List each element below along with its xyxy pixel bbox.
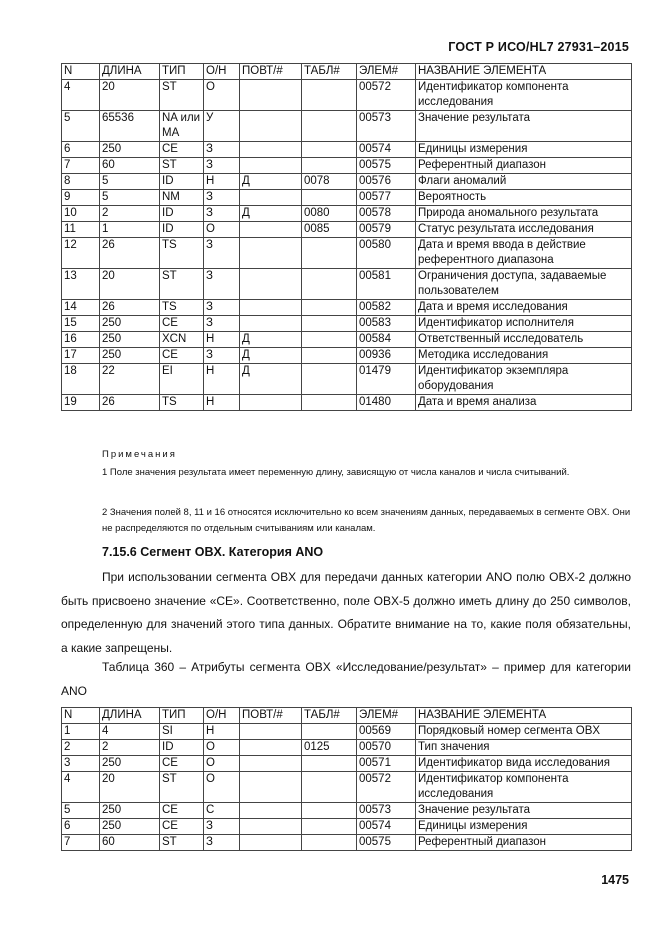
table-cell bbox=[302, 142, 357, 158]
table-row bbox=[62, 740, 632, 756]
table-cell: 00573 bbox=[357, 111, 416, 142]
table-cell: ST bbox=[160, 80, 204, 111]
table-cell bbox=[302, 772, 357, 803]
table-cell: О bbox=[204, 772, 240, 803]
table-cell: З bbox=[204, 835, 240, 851]
table-cell: 7 bbox=[62, 158, 100, 174]
table-cell bbox=[302, 348, 357, 364]
table-cell: 00578 bbox=[357, 206, 416, 222]
table-cell: 01479 bbox=[357, 364, 416, 395]
table-cell: Н bbox=[204, 174, 240, 190]
column-header: N bbox=[62, 708, 100, 724]
ano-attributes-table bbox=[61, 707, 632, 851]
column-header: ПОВТ/# bbox=[240, 708, 302, 724]
table-cell: З bbox=[204, 158, 240, 174]
table-cell: 1 bbox=[100, 222, 160, 238]
table-cell: SI bbox=[160, 724, 204, 740]
table-cell: 18 bbox=[62, 364, 100, 395]
column-header: ДЛИНА bbox=[100, 64, 160, 80]
element-name-cell: Порядковый номер сегмента OBX bbox=[416, 724, 632, 740]
table-cell: CE bbox=[160, 316, 204, 332]
element-name-cell: Единицы измерения bbox=[416, 142, 632, 158]
table-cell: 00574 bbox=[357, 142, 416, 158]
table-cell: 19 bbox=[62, 395, 100, 411]
table-cell: О bbox=[204, 756, 240, 772]
table-header-row bbox=[62, 708, 632, 724]
table-cell: ST bbox=[160, 772, 204, 803]
element-name-cell: Идентификатор исполнителя bbox=[416, 316, 632, 332]
table-cell: Д bbox=[240, 332, 302, 348]
table-cell: 00575 bbox=[357, 835, 416, 851]
table-cell: 7 bbox=[62, 835, 100, 851]
table-cell: 6 bbox=[62, 819, 100, 835]
attributes-table-continued bbox=[61, 63, 632, 411]
table-cell: Д bbox=[240, 348, 302, 364]
table-cell: 0080 bbox=[302, 206, 357, 222]
table-row bbox=[62, 158, 632, 174]
column-header: ТИП bbox=[160, 708, 204, 724]
table-cell: У bbox=[204, 111, 240, 142]
table-cell: 00575 bbox=[357, 158, 416, 174]
table-cell: CE bbox=[160, 348, 204, 364]
table-cell: З bbox=[204, 819, 240, 835]
table-cell: 00583 bbox=[357, 316, 416, 332]
table-cell: 00576 bbox=[357, 174, 416, 190]
table-cell: 5 bbox=[100, 174, 160, 190]
element-name-cell: Идентификатор вида исследования bbox=[416, 756, 632, 772]
table-cell bbox=[240, 395, 302, 411]
table-cell bbox=[302, 80, 357, 111]
table-cell: 0125 bbox=[302, 740, 357, 756]
table-cell: NA или MA bbox=[160, 111, 204, 142]
table-cell: 250 bbox=[100, 142, 160, 158]
element-name-cell: Идентификатор экземпляра оборудования bbox=[416, 364, 632, 395]
table-cell bbox=[240, 111, 302, 142]
table-row bbox=[62, 238, 632, 269]
column-header: ЭЛЕМ# bbox=[357, 708, 416, 724]
column-header: НАЗВАНИЕ ЭЛЕМЕНТА bbox=[416, 64, 632, 80]
table-cell bbox=[240, 222, 302, 238]
table-cell bbox=[240, 756, 302, 772]
table-caption: Таблица 360 – Атрибуты сегмента OBX «Исследование/результат» – пример для категории ANO bbox=[61, 660, 631, 698]
element-name-cell: Единицы измерения bbox=[416, 819, 632, 835]
table-row bbox=[62, 190, 632, 206]
table-cell bbox=[240, 724, 302, 740]
table-cell: 17 bbox=[62, 348, 100, 364]
table-cell: 12 bbox=[62, 238, 100, 269]
table-cell: 13 bbox=[62, 269, 100, 300]
table-cell: З bbox=[204, 190, 240, 206]
table-cell: Н bbox=[204, 332, 240, 348]
table-cell: О bbox=[204, 740, 240, 756]
table-cell: 26 bbox=[100, 238, 160, 269]
table-cell: Д bbox=[240, 364, 302, 395]
column-header: ТАБЛ# bbox=[302, 708, 357, 724]
table-cell bbox=[240, 835, 302, 851]
table-cell: ST bbox=[160, 269, 204, 300]
column-header: ПОВТ/# bbox=[240, 64, 302, 80]
table-cell bbox=[240, 819, 302, 835]
table-cell: З bbox=[204, 300, 240, 316]
table-cell: 11 bbox=[62, 222, 100, 238]
table-row bbox=[62, 316, 632, 332]
table-cell bbox=[240, 142, 302, 158]
table-row bbox=[62, 332, 632, 348]
element-name-cell: Методика исследования bbox=[416, 348, 632, 364]
element-name-cell: Значение результата bbox=[416, 111, 632, 142]
table-row bbox=[62, 174, 632, 190]
table-cell: 20 bbox=[100, 772, 160, 803]
element-name-cell: Статус результата исследования bbox=[416, 222, 632, 238]
table-cell: 3 bbox=[62, 756, 100, 772]
table-cell bbox=[240, 772, 302, 803]
table-cell: З bbox=[204, 348, 240, 364]
table-cell bbox=[240, 316, 302, 332]
table-row bbox=[62, 80, 632, 111]
table-cell bbox=[302, 111, 357, 142]
table-cell: 0085 bbox=[302, 222, 357, 238]
table-row bbox=[62, 300, 632, 316]
table-cell: 14 bbox=[62, 300, 100, 316]
table-cell bbox=[302, 803, 357, 819]
table-cell: 5 bbox=[62, 111, 100, 142]
table-cell: Н bbox=[204, 364, 240, 395]
element-name-cell: Референтный диапазон bbox=[416, 158, 632, 174]
column-header: ЭЛЕМ# bbox=[357, 64, 416, 80]
table-row bbox=[62, 111, 632, 142]
column-header: ТИП bbox=[160, 64, 204, 80]
table-row bbox=[62, 222, 632, 238]
table-cell bbox=[240, 269, 302, 300]
table-cell: З bbox=[204, 238, 240, 269]
table-row bbox=[62, 364, 632, 395]
table-cell bbox=[240, 80, 302, 111]
table-cell: 8 bbox=[62, 174, 100, 190]
element-name-cell: Идентификатор компонента исследования bbox=[416, 80, 632, 111]
element-name-cell: Дата и время ввода в действие референтного диапазона bbox=[416, 238, 632, 269]
table-cell: NM bbox=[160, 190, 204, 206]
table-row bbox=[62, 835, 632, 851]
table-cell: 20 bbox=[100, 269, 160, 300]
table-cell: CE bbox=[160, 803, 204, 819]
table-cell: 2 bbox=[62, 740, 100, 756]
table-cell: EI bbox=[160, 364, 204, 395]
table-cell: 4 bbox=[62, 772, 100, 803]
table-cell: З bbox=[204, 142, 240, 158]
table-cell: ST bbox=[160, 835, 204, 851]
table-cell: 250 bbox=[100, 348, 160, 364]
table-cell: 00574 bbox=[357, 819, 416, 835]
note-1: 1 Поле значения результата имеет переменную длину, зависящую от числа каналов и числа считываний. bbox=[102, 467, 570, 478]
table-cell: 5 bbox=[100, 190, 160, 206]
table-cell bbox=[240, 300, 302, 316]
table-cell: 250 bbox=[100, 316, 160, 332]
table-cell: 22 bbox=[100, 364, 160, 395]
table-cell: 00573 bbox=[357, 803, 416, 819]
table-cell: 4 bbox=[62, 80, 100, 111]
table-cell: О bbox=[204, 80, 240, 111]
table-cell: З bbox=[204, 206, 240, 222]
table-cell: 00584 bbox=[357, 332, 416, 348]
table-cell bbox=[240, 740, 302, 756]
table-row bbox=[62, 819, 632, 835]
table-cell: 0078 bbox=[302, 174, 357, 190]
table-cell: Н bbox=[204, 724, 240, 740]
table-cell: 00581 bbox=[357, 269, 416, 300]
element-name-cell: Значение результата bbox=[416, 803, 632, 819]
table-cell: Н bbox=[204, 395, 240, 411]
table-cell: 6 bbox=[62, 142, 100, 158]
element-name-cell: Ответственный исследователь bbox=[416, 332, 632, 348]
table-cell bbox=[302, 835, 357, 851]
table-cell bbox=[240, 238, 302, 269]
table-cell: ID bbox=[160, 174, 204, 190]
table-cell bbox=[302, 364, 357, 395]
table-cell: TS bbox=[160, 300, 204, 316]
table-cell: 250 bbox=[100, 756, 160, 772]
table-cell: CE bbox=[160, 819, 204, 835]
table-cell: 00580 bbox=[357, 238, 416, 269]
column-header: О/Н bbox=[204, 64, 240, 80]
table-row bbox=[62, 395, 632, 411]
element-name-cell: Природа аномального результата bbox=[416, 206, 632, 222]
table-cell: 26 bbox=[100, 300, 160, 316]
element-name-cell: Ограничения доступа, задаваемые пользователем bbox=[416, 269, 632, 300]
column-header: ТАБЛ# bbox=[302, 64, 357, 80]
table-row bbox=[62, 348, 632, 364]
table-cell: 9 bbox=[62, 190, 100, 206]
table-row bbox=[62, 803, 632, 819]
table-cell: Д bbox=[240, 174, 302, 190]
table-cell: CE bbox=[160, 756, 204, 772]
table-cell bbox=[240, 158, 302, 174]
table-cell: С bbox=[204, 803, 240, 819]
table-row bbox=[62, 756, 632, 772]
table-row bbox=[62, 724, 632, 740]
table-cell: ID bbox=[160, 222, 204, 238]
column-header: N bbox=[62, 64, 100, 80]
table-cell: TS bbox=[160, 395, 204, 411]
table-cell bbox=[302, 332, 357, 348]
table-cell: 2 bbox=[100, 206, 160, 222]
table-cell: 250 bbox=[100, 332, 160, 348]
table-cell: 20 bbox=[100, 80, 160, 111]
note-2: 2 Значения полей 8, 11 и 16 относятся исключительно ко всем значениям данных, передаваемых в сегменте OBX. Они не распределяются по отдельным считываниям или каналам. bbox=[102, 507, 631, 534]
table-cell: 15 bbox=[62, 316, 100, 332]
element-name-cell: Тип значения bbox=[416, 740, 632, 756]
table-cell: 10 bbox=[62, 206, 100, 222]
table-cell bbox=[302, 316, 357, 332]
table-cell bbox=[240, 803, 302, 819]
table-cell bbox=[240, 190, 302, 206]
table-cell: 60 bbox=[100, 158, 160, 174]
table-cell bbox=[302, 756, 357, 772]
table-cell: 00582 bbox=[357, 300, 416, 316]
element-name-cell: Флаги аномалий bbox=[416, 174, 632, 190]
table-cell: 00571 bbox=[357, 756, 416, 772]
table-cell: З bbox=[204, 269, 240, 300]
table-cell: 60 bbox=[100, 835, 160, 851]
table-cell: Д bbox=[240, 206, 302, 222]
notes-title: Примечания bbox=[102, 449, 177, 460]
table-cell bbox=[302, 724, 357, 740]
table-cell: 00936 bbox=[357, 348, 416, 364]
table-cell: 00572 bbox=[357, 80, 416, 111]
table-cell: 00570 bbox=[357, 740, 416, 756]
table-cell: 26 bbox=[100, 395, 160, 411]
table-cell: XCN bbox=[160, 332, 204, 348]
table-cell: TS bbox=[160, 238, 204, 269]
element-name-cell: Вероятность bbox=[416, 190, 632, 206]
page-number: 1475 bbox=[601, 873, 629, 887]
table-cell: 250 bbox=[100, 803, 160, 819]
table-cell: 00569 bbox=[357, 724, 416, 740]
table-row bbox=[62, 772, 632, 803]
table-cell: 4 bbox=[100, 724, 160, 740]
element-name-cell: Референтный диапазон bbox=[416, 835, 632, 851]
table-cell: 16 bbox=[62, 332, 100, 348]
table-cell: 01480 bbox=[357, 395, 416, 411]
table-cell: 5 bbox=[62, 803, 100, 819]
table-cell: 2 bbox=[100, 740, 160, 756]
table-row bbox=[62, 142, 632, 158]
section-title: 7.15.6 Сегмент OBX. Категория ANO bbox=[102, 545, 324, 559]
table-cell bbox=[302, 819, 357, 835]
table-cell bbox=[302, 269, 357, 300]
table-cell bbox=[302, 158, 357, 174]
column-header: О/Н bbox=[204, 708, 240, 724]
table-cell: 250 bbox=[100, 819, 160, 835]
table-cell bbox=[302, 190, 357, 206]
table-cell bbox=[302, 238, 357, 269]
table-cell: 1 bbox=[62, 724, 100, 740]
table-cell: 00579 bbox=[357, 222, 416, 238]
column-header: НАЗВАНИЕ ЭЛЕМЕНТА bbox=[416, 708, 632, 724]
column-header: ДЛИНА bbox=[100, 708, 160, 724]
table-cell bbox=[302, 300, 357, 316]
table-cell: CE bbox=[160, 142, 204, 158]
table-cell: ID bbox=[160, 740, 204, 756]
table-cell bbox=[302, 395, 357, 411]
table-cell: ST bbox=[160, 158, 204, 174]
table-cell: 65536 bbox=[100, 111, 160, 142]
element-name-cell: Дата и время исследования bbox=[416, 300, 632, 316]
section-paragraph: При использовании сегмента OBX для передачи данных категории ANO полю OBX-2 должно быть присвоено значение «CE». Соответственно, поле OBX-5 должно иметь длину до 250 символов, определенную для значений этого типа данных. Обратите внимание на то, какие поля обязательны, а какие запрещены. bbox=[61, 570, 631, 655]
table-cell: З bbox=[204, 316, 240, 332]
table-row bbox=[62, 206, 632, 222]
table-cell: 00577 bbox=[357, 190, 416, 206]
element-name-cell: Дата и время анализа bbox=[416, 395, 632, 411]
table-cell: О bbox=[204, 222, 240, 238]
document-header: ГОСТ Р ИСО/HL7 27931–2015 bbox=[448, 40, 629, 54]
table-row bbox=[62, 269, 632, 300]
table-cell: ID bbox=[160, 206, 204, 222]
table-header-row bbox=[62, 64, 632, 80]
table-cell: 00572 bbox=[357, 772, 416, 803]
element-name-cell: Идентификатор компонента исследования bbox=[416, 772, 632, 803]
